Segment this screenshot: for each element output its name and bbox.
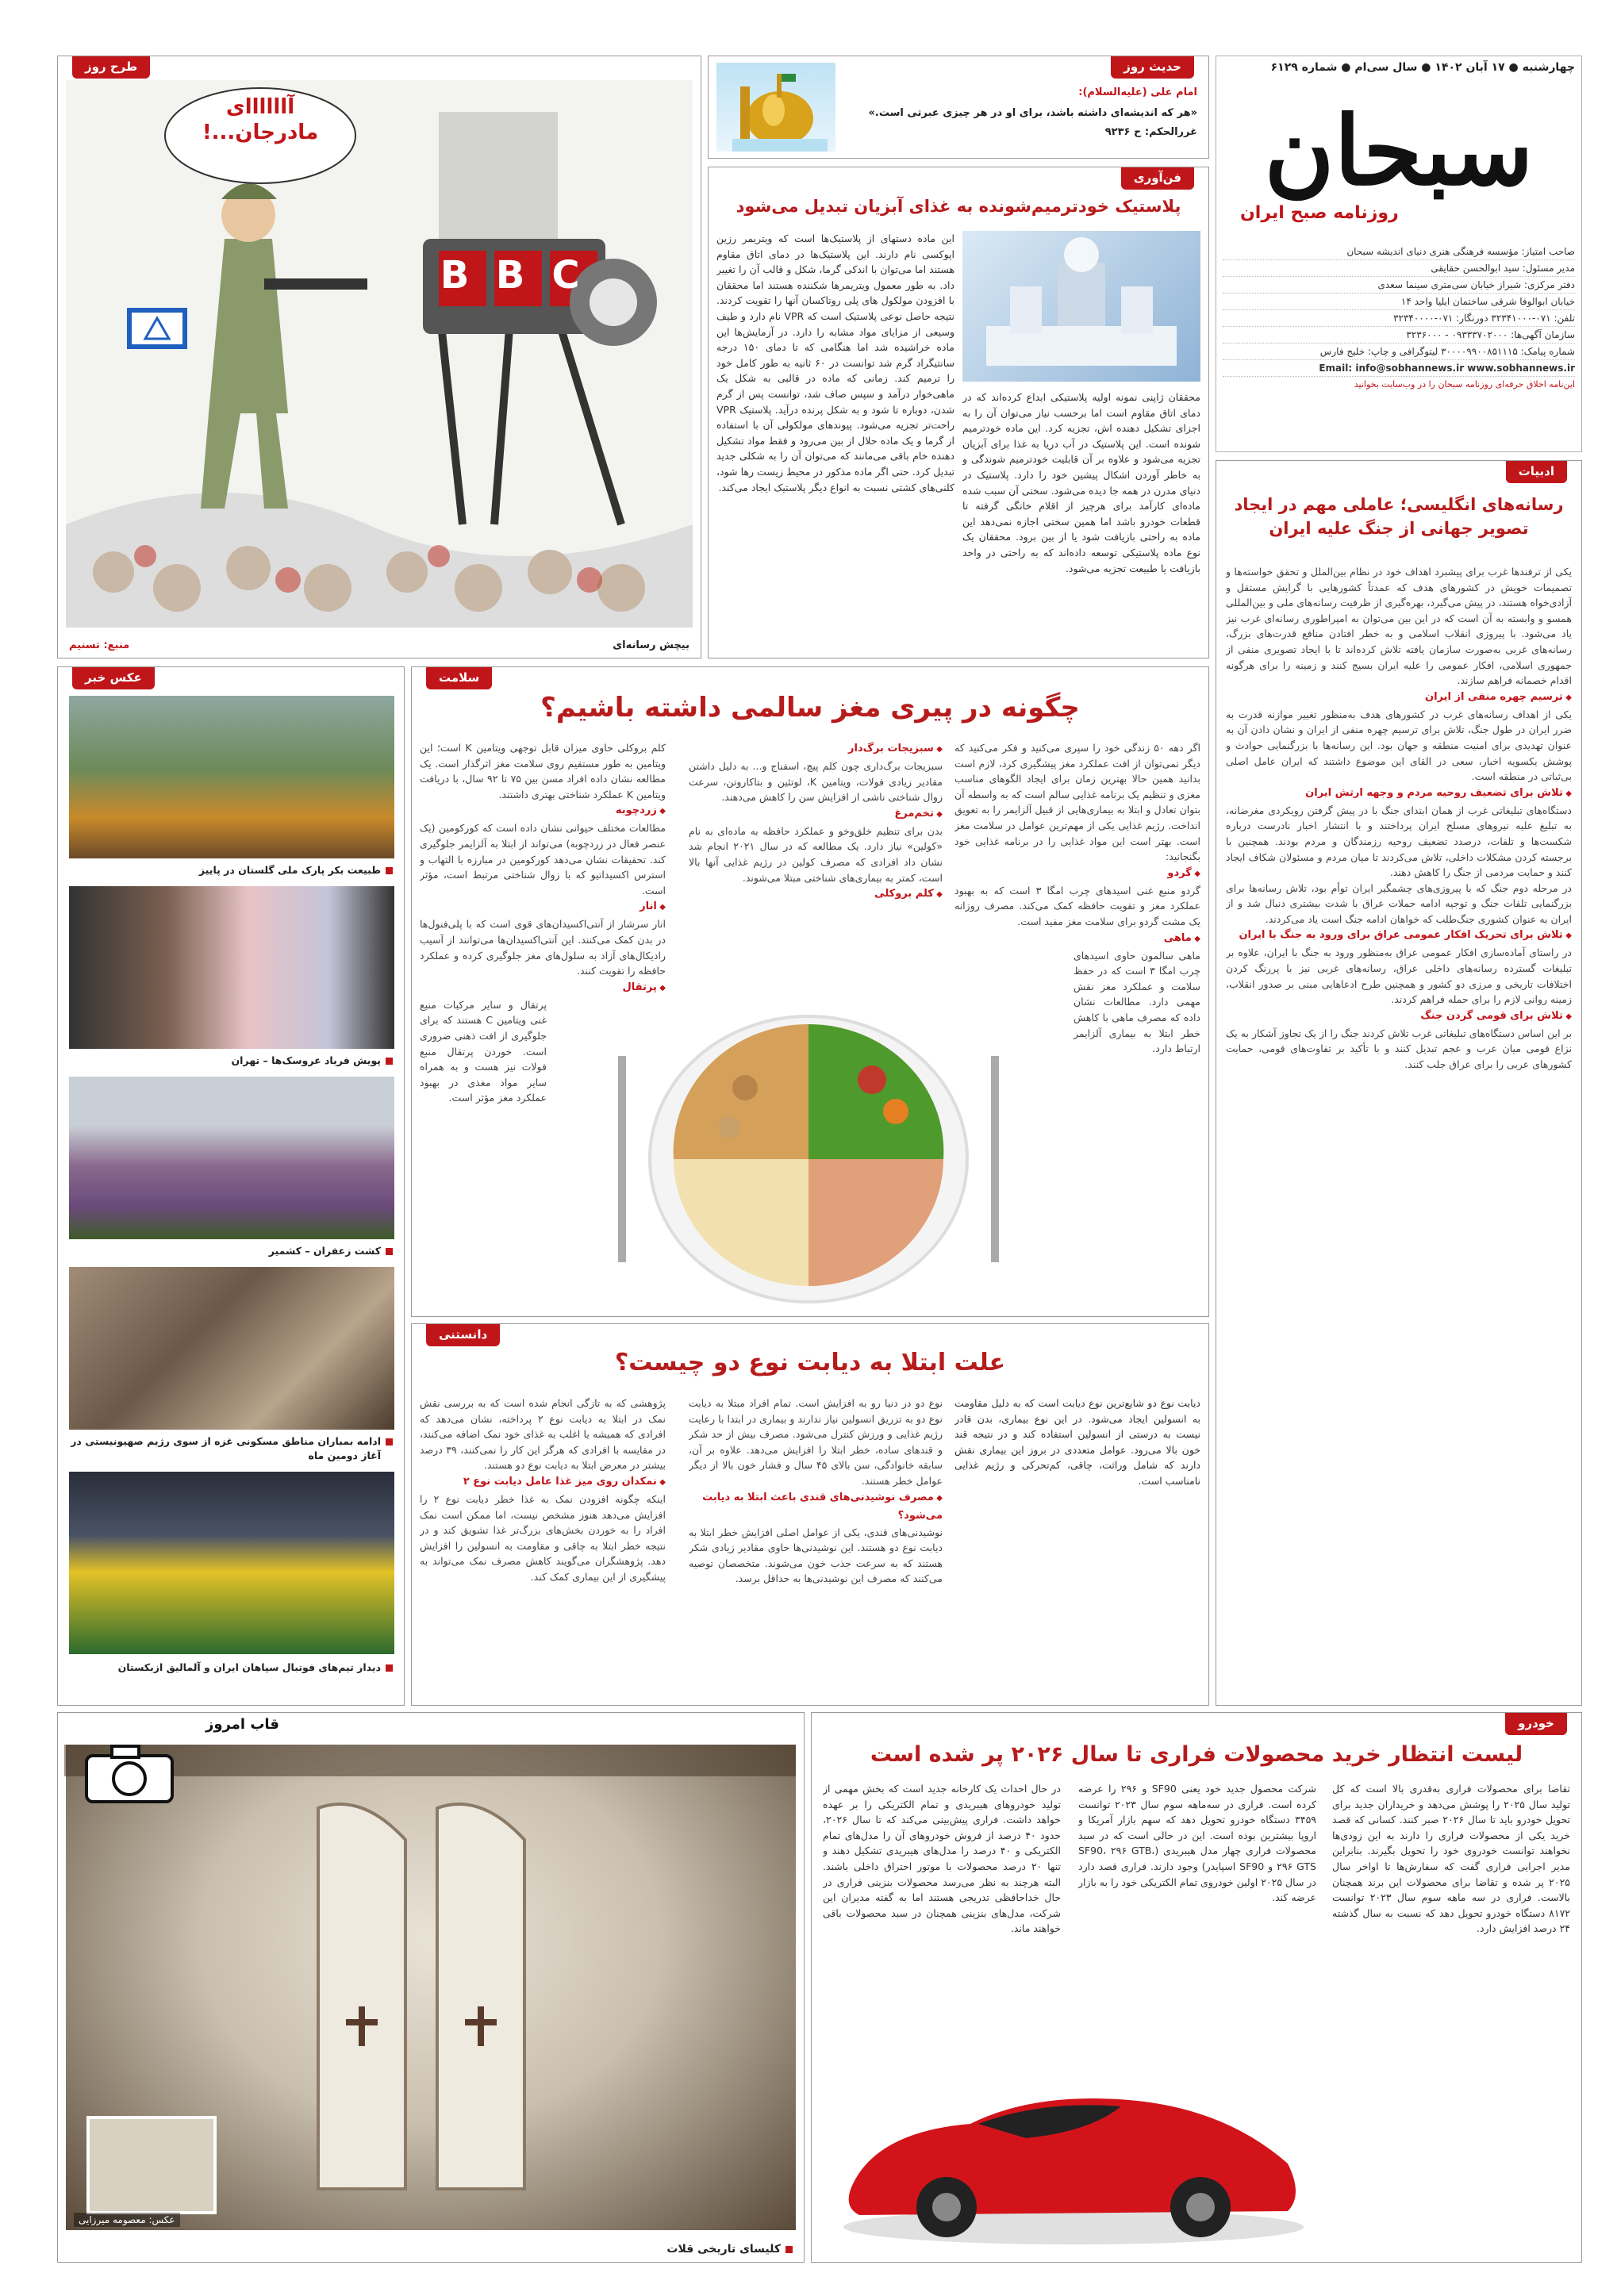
masthead	[1216, 56, 1582, 452]
hadith-source: غررالحکم: ح ۹۲۳۶	[1104, 126, 1197, 138]
health-subhead: ◆ کلم بروکلی	[689, 885, 943, 904]
section-tag: طرح روز	[72, 56, 150, 79]
health-headline: چگونه در پیری مغز سالمی داشته باشیم؟	[540, 692, 1080, 724]
literature-subhead: ◆ ترسیم چهره منفی از ایران	[1226, 689, 1572, 707]
speech-bubble: آاااااای مادرجان...!	[202, 95, 319, 144]
health-paragraph: پرتقال و سایر مرکبات منبع غنی ویتامین C هستند که برای جلوگیری از افت ذهنی ضروری است. خوردن پرتقال منبع فولات نیز هست و به همراه سایر مواد مغذی در بهبود عملکرد مغز مؤثر است.	[420, 998, 547, 1104]
literature-paragraph: یکی از اهداف رسانه‌های غرب در کشورهای هدف به‌منظور تغییر موازنه قدرت به ضرر ایران در طول جنگ، تلاش برای ترسیم چهره منفی از ایران و نشان دادن آن به عنوان تهدیدی برای امنیت منطقه و جهان بود. این رسانه‌ها با بزرگنمایی حوادث و پوشش یکسویه اخبار، سعی در القای این موضوع داشتند که ایران عامل اصلی بی‌ثباتی در منطقه است.	[1226, 708, 1572, 783]
health-paragraph: مطالعات مختلف حیوانی نشان داده است که کورکومین (یک عنصر فعال در زردچوبه) می‌تواند از ابتلا به آلزایمر جلوگیری کند. تحقیقات نشان می‌دهد کورکومین در مبارزه با التهاب و استرس اکسیداتیو که با زوال شناختی مرتبط است، مؤثر است.	[420, 822, 666, 897]
ferrari-headline: لیست انتظار خرید محصولات فراری تا سال ۲۰۲۶ پر شده است	[870, 1742, 1523, 1767]
bbc-letter: B	[495, 253, 525, 298]
literature-subhead: ◆ تلاش برای تحریک افکار عمومی عراق برای ورود به جنگ با ایران	[1226, 927, 1572, 945]
tech-col-left: این ماده دستهای از پلاستیک‌ها است که ویتریمر رزین اپوکسی نام دارند. این پلاستیک‌ها در دمای اتاق مقاوم هستند اما می‌توان با اندکی گرما، شکل و قالب آن را تغییر داد. به طور معمول ویتریمرها شکننده هستند اما محققان با افزودن مولکول های پلی روتاکسان آنها را تقویت کردند. نتیجه حاصل نوعی پلاستیک است که VPR نام دارد و طیف وسیعی از مزایای مواد مشابه را دارد. در آزمایش‌ها این ماده خراشیده شد اما هنگامی که تا دمای ۱۵۰ درجه سانتیگراد گرم شد توانست در ۶۰ ثانیه به طور کامل خود را ترمیم کند. زمانی که ماده در قالبی به شکل یک ماهی‌خوار درآمد و سپس صاف شد، توانست پس از گرم شدن، دوباره تا شود و به شکل پرنده درآید. پلاستیک VPR راحت‌تر تجزیه می‌شود. پیوندهای مولکولی آن با استفاده از گرما و یک ماده حلال از بین می‌رود و فقط مواد تشکیل دهنده خام باقی می‌مانند که می‌توان آن را به شکلی جدید تبدیل کرد. حتی اگر ماده مذکور در محیط زیست رها شود، کلنی‌های کشتی نسبت به انواع دیگر پلاستیک ایجاد می‌کند.	[716, 232, 954, 493]
health-paragraph: گردو منبع غنی اسیدهای چرب امگا ۳ است که به بهبود عملکرد مغز و تقویت حافظه کمک می‌کند. مصرف روزانه یک مشت گردو برای سلامت مغز مفید است.	[954, 884, 1200, 927]
ferrari-col2: شرکت محصول جدید خود یعنی SF90 و ۲۹۶ را عرضه کرده است. فراری در سه‌ماهه سوم سال ۲۰۲۳ توانست ۳۴۵۹ دستگاه خودرو تحویل دهد که سهم بازار آمریکا و اروپا بیشترین بوده است. این در حالی است که در سبد محصولات فراری چهار مدل هیبریدی (SF90، ۲۹۶ GTB، ۲۹۶ GTS و SF90 اسپایدر) وجود دارند. فراری قصد دارد در سال ۲۰۲۵ اولین خودروی تمام الکتریکی خود را به بازار عرضه کند.	[1078, 1783, 1316, 1904]
literature-paragraph: دستگاه‌های تبلیغاتی غرب از همان ابتدای جنگ با در پیش گرفتن رویکردی مغرضانه، به تبلیغ علیه نیروهای مسلح ایران پرداختند و با انتشار اخبار نادرست درباره شکست‌ها و تلفات، درصدد تضعیف روحیه رزمندگان و مردم بودند. همچنین با برجسته کردن مشکلات داخلی، تلاش می‌کردند تا میان مردم و مسئولان شکاف ایجاد کنند و حمایت مردمی از جنگ را کاهش دهند.	[1226, 804, 1572, 879]
health-paragraph: کلم بروکلی حاوی میزان قابل توجهی ویتامین K است؛ این ویتامین به طور مستقیم روی سلامت مغز اثرگذار است. یک مطالعه نشان داده افراد مسن بین ۷۵ تا ۹۲ سال، با دریافت ویتامین K عملکرد شناختی بهتری داشتند.	[420, 742, 666, 801]
section-tag: خودرو	[1505, 1713, 1567, 1735]
diabetes-box	[411, 1323, 1209, 1706]
info-line: صاحب امتیاز: مؤسسه فرهنگی هنری دنیای اندیشه سبحان	[1223, 244, 1575, 260]
diabetes-subhead: ◆ مصرف نوشیدنی‌های قندی باعث ابتلا به دیابت می‌شود؟	[689, 1489, 943, 1525]
health-paragraph: بدن برای تنظیم خلق‌وخو و عملکرد حافظه به ماده‌ای به نام «کولین» نیاز دارد. یک مطالعه که در سال ۲۰۲۱ انجام شد نشان داد افرادی که مصرف کولین در رژیم غذایی آنها بالا است، کمتر به بیماری‌های شناختی مبتلا می‌شوند.	[689, 824, 943, 884]
ferrari-car-image	[828, 2045, 1319, 2251]
bbc-letter: C	[551, 253, 580, 298]
hadith-author: امام علی (علیه‌السلام):	[1078, 86, 1197, 98]
hadith-box	[708, 56, 1209, 159]
diabetes-subhead: ◆ نمکدان روی میز غذا عامل دیابت نوع ۲	[420, 1473, 666, 1492]
photo-caption: کشت زعفران – کشمیر	[63, 1241, 399, 1261]
camera-icon	[82, 1741, 177, 1805]
logo-text: سبحان	[1264, 95, 1534, 207]
literature-paragraph: در راستای آماده‌سازی افکار عمومی عراق به‌منظور ورود به جنگ با ایران، علاوه بر تبلیغات گسترده رسانه‌های داخلی عراق، رسانه‌های غربی نیز با پررنگ کردن اختلافات تاریخی و مرزی دو کشور و همچنین طرح ادعاهایی مبنی بر صدور انقلاب، زمینه روانی لازم را برای حمله فراهم کردند.	[1226, 946, 1572, 1006]
photo-day-caption: کلیسای تاریخی قلات	[666, 2243, 793, 2256]
health-box	[411, 666, 1209, 1317]
bbc-letter: B	[440, 253, 470, 298]
info-line: دفتر مرکزی: شیراز خیابان سی‌متری سینما سعدی	[1223, 277, 1575, 294]
photo-news-box	[57, 666, 405, 1706]
photo-day-box	[57, 1712, 805, 2263]
section-tag: فن‌آوری	[1121, 167, 1194, 190]
ethics-link[interactable]: این‌نامه اخلاق حرفه‌ای روزنامه سبحان را در وب‌سایت بخوانید	[1354, 379, 1575, 390]
cartoon-image	[66, 80, 693, 628]
health-subhead: ◆ انار	[420, 898, 666, 916]
health-intro: اگر دهه ۵۰ زندگی خود را سپری می‌کنید و فکر می‌کنید که دیگر نمی‌توان از افت عملکرد مغز پیشگیری کرد، لازم است بدانید همین حالا بهترین زمان برای ایجاد الگوهای مناسب مغزی و تنظیم یک برنامه غذایی سالم است که به واسطه آن بتوان تعادل و ابتلا به بیماری‌هایی از قبیل آلزایمر را به تعویق انداخت. رژیم غذایی یکی از مهم‌ترین عوامل در سلامت مغز است. بهتر است این مواد غذایی را در برنامه غذایی خود بگنجانید:	[954, 742, 1200, 863]
health-paragraph: ماهی سالمون حاوی اسیدهای چرب امگا ۳ است که در حفظ سلامت و عملکرد مغز نقش مهمی دارد. مطالعات نشان داده که مصرف ماهی با کاهش خطر ابتلا به بیماری آلزایمر ارتباط دارد.	[1074, 949, 1200, 1055]
section-tag: عکس خبر	[72, 667, 155, 689]
hadith-text: «هر که اندیشه‌ای داشته باشد، برای او در هر چیزی عبرتی است.»	[868, 107, 1197, 119]
diabetes-paragraph: نوع دو در دنیا رو به افزایش است. تمام افراد مبتلا به دیابت نوع دو به تزریق انسولین نیاز ندارند و بیماری در ابتدا با رعایت رژیم غذایی و ورزش کنترل می‌شود. مصرف بیش از حد شکر و قندهای ساده، خطر ابتلا را افزایش می‌دهد. علاوه بر آن، سابقه خانوادگی، سن بالای ۴۵ سال و فشار خون بالا از دیگر عوامل خطر هستند.	[689, 1397, 943, 1487]
section-tag: ادبیات	[1506, 461, 1567, 483]
photo-dolls	[69, 886, 394, 1049]
photo-day-credit: عکس: معصومه میرزایی	[74, 2213, 180, 2227]
info-line: شماره پیامک: ۳۰۰۰۰۹۹۰۰۸۵۱۱۱۵ لیتوگرافی و چاپ: خلیج فارس	[1223, 344, 1575, 360]
date-line: چهارشنبه ● ۱۷ آبان ۱۴۰۲ ● سال سی‌ام ● شماره ۶۱۲۹	[1270, 61, 1575, 74]
diabetes-paragraph: اینکه چگونه افزودن نمک به غذا خطر دیابت نوع ۲ را افزایش می‌دهد هنوز مشخص نیست، اما ممکن است نمک افراد را به خوردن بخش‌های بزرگ‌تر غذا تشویق کند و در نتیجه خطر ابتلا به چاقی و مقاومت به انسولین را افزایش دهد. پژوهشگران می‌گویند کاهش مصرف نمک می‌تواند به پیشگیری از این بیماری کمک کند.	[420, 1492, 666, 1583]
logo	[1224, 80, 1573, 239]
tech-box	[708, 167, 1209, 658]
ferrari-col1: تقاضا برای محصولات فراری به‌قدری بالا است که کل تولید سال ۲۰۲۵ را پوشش می‌دهد و خریداران جدید برای تحویل خودرو باید تا سال ۲۰۲۶ صبر کنند. کسانی که قصد خرید یکی از محصولات فراری را دارند به این زودی‌ها نخواهند توانست خودروی خود را تحویل بگیرند. بنابراین مدیر اجرایی فراری گفت که سفارش‌ها تا اواخر سال ۲۰۲۵ پر شده و تقاضا برای محصولات این برند همچنان بالاست. فراری در سه ماهه سوم سال ۲۰۲۳ توانست ۸۱۷۲ دستگاه خودرو تحویل دهد که نسبت به سال گذشته ۲۴ درصد افزایش دارد.	[1332, 1783, 1570, 1935]
diabetes-col3	[420, 1396, 666, 1697]
food-plate-image	[618, 1008, 999, 1310]
diabetes-paragraph: نوشیدنی‌های قندی، یکی از عوامل اصلی افزایش خطر ابتلا به دیابت نوع دو هستند. این نوشیدنی‌ها حاوی مقادیر زیادی شکر هستند که به سرعت جذب خون می‌شوند. متخصصان توصیه می‌کنند که مصرف این نوشیدنی‌ها به حداقل برسد.	[689, 1526, 943, 1585]
literature-box	[1216, 460, 1582, 1706]
section-tag: سلامت	[426, 667, 492, 689]
health-subhead: ◆ تخم‌مرغ	[689, 805, 943, 824]
health-subhead: ◆ زردچوبه	[420, 802, 666, 820]
photo-caption: دیدار تیم‌های فوتبال سپاهان ایران و آلمالیق ازبکستان	[63, 1657, 399, 1678]
health-subhead: ◆ پرتقال	[420, 979, 666, 997]
literature-paragraph: در مرحله دوم جنگ که با پیروزی‌های چشمگیر ایران توأم بود، تلاش رسانه‌ها برای بزرگنمایی تلفات جنگ و توجیه ادامه حملات عراق با شدت بیشتری دنبال شد و از ایران به عنوان کشوری جنگ‌طلب که خواهان ادامه جنگ است یاد می‌کردند.	[1226, 881, 1572, 925]
contact-line[interactable]: Email: info@sobhannews.ir www.sobhannews.ir	[1223, 360, 1575, 377]
literature-intro: یکی از ترفندها غرب برای پیشبرد اهداف خود در نظام بین‌الملل و تحقق خواسته‌ها و تصمیمات خویش در کشورهای هدف که عمدتاً کشورهایی با گرایش مستقل و آزادی‌خواه هستند، در پیش می‌گیرد، بهره‌گیری از ظرفیت رسانه‌های ملی و بین‌المللی همسو و وابسته به آن است که در این بین می‌توان به امپراطوری رسانه‌ای غرب نیز یاد می‌شود. با پیروزی انقلاب اسلامی و به خطر افتادن منافع قدرت‌های بزرگ، رسانه‌های غربی به‌صورت سازمان یافته تلاش کرده‌اند تا با ایجاد تصویری منفی از جمهوری اسلامی، افکار عمومی را علیه ایران بسیج کنند و زمینه را برای هرگونه اقدام خصمانه فراهم سازند.	[1226, 566, 1572, 687]
photo-caption: پویش فرياد عروسک‌ها – تهران	[63, 1050, 399, 1071]
health-subhead: ◆ ماهی	[954, 930, 1200, 948]
cartoon-caption: بیچش رسانه‌ای	[613, 639, 689, 651]
literature-headline: رسانه‌های انگلیسی؛ عاملی مهم در ایجاد تصویر جهانی از جنگ علیه ایران	[1234, 495, 1564, 538]
info-line: تلفن: ۰۷۱-۳۲۳۴۱۰۰۰ دورنگار: ۰۷۱-۳۲۳۴۰۰۰۰	[1223, 310, 1575, 327]
photo-football	[69, 1472, 394, 1654]
health-paragraph: انار سرشار از آنتی‌اکسیدان‌های قوی است که با پلی‌فنول‌ها در بدن کمک می‌کنند. این آنتی‌اکسیدان‌ها می‌توانند از آسیب رادیکال‌های آزاد به سلول‌های مغز جلوگیری کرده و عملکرد حافظه را تقویت کنند.	[420, 918, 666, 977]
literature-subhead: ◆ تلاش برای قومی گردن جنگ	[1226, 1008, 1572, 1026]
lab-image	[962, 231, 1200, 382]
info-line: سازمان آگهی‌ها: ۰۹۳۳۳۷۰۲۰۰۰ - ۳۲۳۶۰۰۰	[1223, 327, 1575, 344]
photo-golestan	[69, 696, 394, 858]
bbc-logo	[431, 253, 605, 298]
publisher-info	[1223, 244, 1575, 393]
photo-caption: ادامه بمباران مناطق مسکونی غزه از سوی رژیم صهیونیستی در آغاز دومین ماه	[63, 1431, 399, 1466]
photo-saffron	[69, 1077, 394, 1239]
info-line: خیابان ابوالوفا شرقی ساختمان ایلیا واحد ۱۴	[1223, 294, 1575, 310]
section-tag: حدیث روز	[1111, 56, 1194, 79]
photo-day-image	[66, 1745, 796, 2230]
ferrari-col3: در حال احداث یک کارخانه جدید است که بخش مهمی از تولید خودروهای هیبریدی و تمام الکتریکی را بر عهده خواهد داشت. فراری پیش‌بینی می‌کند که تا سال ۲۰۲۶، حدود ۴۰ درصد از فروش خودروهای آن را مدل‌های تمام الکتریکی و ۴۰ درصد را مدل‌های هیبریدی تشکیل دهند و تنها ۲۰ درصد محصولات با موتور احتراق داخلی باشند. البته هرچند به نظر می‌رسد محصولات بنزینی فراری در حال خداحافظی تدریجی هستند اما به گفته مدیران این شرکت، مدل‌های بنزینی همچنان در سبد محصولات باقی خواهند ماند.	[823, 1783, 1061, 1935]
logo-subtitle: روزنامه صبح ایران	[1240, 203, 1399, 223]
info-line: مدیر مسئول: سید ابوالحسن حقایقی	[1223, 260, 1575, 277]
shrine-image	[716, 63, 835, 152]
ferrari-box	[811, 1712, 1582, 2263]
diabetes-col2	[689, 1396, 943, 1697]
tech-headline: پلاستیک خودترمیم‌شونده به غذای آبزیان تبدیل می‌شود	[736, 197, 1181, 216]
diabetes-headline: علت ابتلا به دیابت نوع دو چیست؟	[614, 1349, 1006, 1376]
diabetes-paragraph: پژوهشی که به تازگی انجام شده است که به بررسی نقش نمک در ابتلا به دیابت نوع ۲ پرداخته، نشان می‌دهد که افرادی که همیشه یا اغلب به غذای خود نمک اضافه می‌کنند، در مقایسه با افرادی که هرگز این کار را نمی‌کنند، ۳۹ درصد بیشتر در معرض ابتلا به دیابت نوع دو هستند.	[420, 1397, 666, 1472]
section-tag: قاب امروز	[193, 1713, 292, 1737]
literature-subhead: ◆ تلاش برای تضعیف روحیه مردم و وجهه ارتش ایران	[1226, 785, 1572, 803]
cartoon-credit: منبع: تسنیم	[69, 639, 130, 651]
section-tag: دانستنی	[426, 1324, 500, 1346]
photo-caption: طبیعت بکر پارک ملی گلستان در پاییز	[63, 860, 399, 881]
health-subhead: ◆ سبزیجات برگ‌دار	[689, 740, 943, 758]
literature-body	[1226, 564, 1572, 1697]
health-subhead: ◆ گردو	[954, 865, 1200, 883]
literature-paragraph: بر این اساس دستگاه‌های تبلیغاتی غرب تلاش کردند جنگ را از یک تجاوز آشکار به یک نزاع قومی میان عرب و عجم تبدیل کنند و با تأکید بر تفاوت‌های قومی، حمایت کشورهای عربی را برای عراق جلب کنند.	[1226, 1027, 1572, 1071]
health-col2	[689, 740, 943, 1002]
tech-col-right: محققان ژاپنی نمونه اولیه پلاستیکی ابداع کرده‌اند که در دمای اتاق مقاوم است اما برحسب نیاز می‌توان آن را به اجزای تشکیل دهنده اش، تجزیه کرد. این ماده خودترمیم شونده است. این پلاستیک در آب دریا به غذا برای آبزیان تجزیه می‌شود و علاوه بر آن قابلیت خودترمیم شوندگی و به خاطر آوردن اشکال پیشین خود را دارد. پلاستیک در دنیای مدرن در همه جا دیده می‌شود. سختی آن سبب شده ماده‌ای کارآمد برای هرچیز از اقلام خانگی گرفته تا قطعات خودرو باشد اما همین سختی اجازه نمی‌دهد این ماده به راحتی بازیافت شود یا از بین برود. محققان یک نوع ماده پلاستیکی توسعه داده‌اند که به راحتی در واحد بازیافت یا طبیعت تجزیه می‌شود.	[962, 391, 1200, 574]
diabetes-col1: دیابت نوع دو شایع‌ترین نوع دیابت است که به دلیل مقاومت به انسولین ایجاد می‌شود. در این نوع بیماری، بدن قادر نیست به درستی از انسولین استفاده کند و در نتیجه قند خون بالا می‌رود. عوامل متعددی در بروز این بیماری نقش دارند که شامل وراثت، چاقی، کم‌تحرکی و رژیم غذایی نامناسب است.	[954, 1397, 1200, 1487]
cartoon-box	[57, 56, 701, 658]
photo-gaza	[69, 1267, 394, 1430]
health-paragraph: سبزیجات برگ‌داری چون کلم پیچ، اسفناج و... به دلیل داشتن مقادیر زیادی فولات، ویتامین K، لوتئین و بتاکاروتن، سرعت زوال شناختی ناشی از افزایش سن را کاهش می‌دهند.	[689, 760, 943, 804]
